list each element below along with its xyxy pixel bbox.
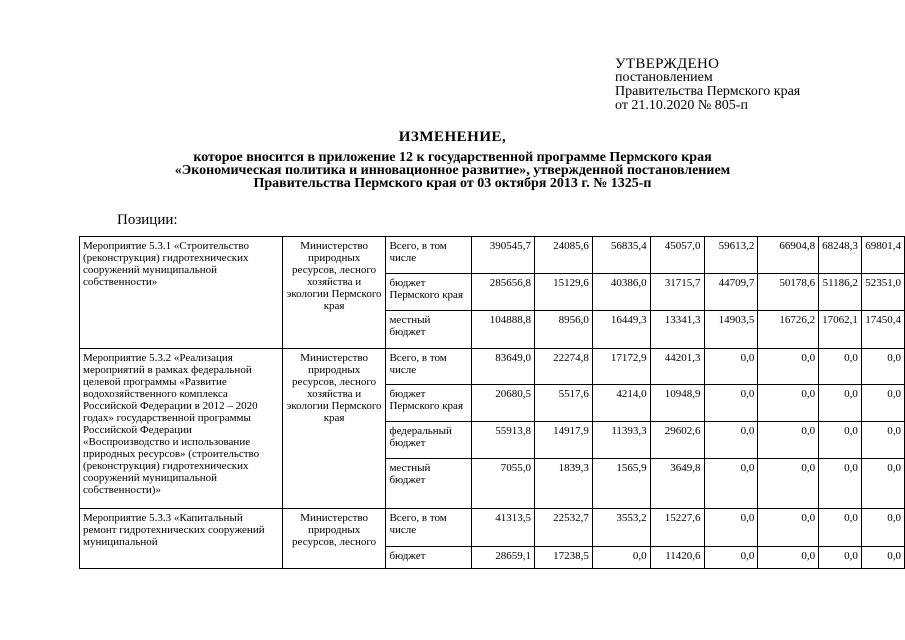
funding-amount: 0,0: [758, 385, 819, 422]
funding-amount: 55913,8: [472, 422, 535, 459]
funding-amount: 52351,0: [861, 274, 904, 311]
funding-source: местный бюджет: [386, 311, 472, 349]
funding-amount: 0,0: [861, 509, 904, 547]
funding-amount: 3553,2: [592, 509, 650, 547]
funding-amount: 0,0: [758, 509, 819, 547]
funding-amount: 0,0: [819, 349, 862, 385]
funding-amount: 11393,3: [592, 422, 650, 459]
funding-amount: 0,0: [819, 459, 862, 509]
funding-source: Всего, в том числе: [386, 237, 472, 274]
funding-amount: 1839,3: [535, 459, 593, 509]
funding-amount: 40386,0: [592, 274, 650, 311]
funding-amount: 17172,9: [592, 349, 650, 385]
funding-amount: 285656,8: [472, 274, 535, 311]
funding-amount: 44201,3: [650, 349, 704, 385]
funding-amount: 0,0: [758, 459, 819, 509]
funding-amount: 14917,9: [535, 422, 593, 459]
subtitle-line-1: которое вносится в приложение 12 к государственной программе Пермского края: [193, 150, 712, 165]
funding-amount: 13341,3: [650, 311, 704, 349]
funding-source: Всего, в том числе: [386, 509, 472, 547]
funding-amount: 11420,6: [650, 547, 704, 569]
funding-amount: 68248,3: [819, 237, 862, 274]
table-row: [80, 349, 905, 385]
table-body: [80, 237, 905, 569]
positions-label: Позиции:: [117, 212, 178, 228]
funding-amount: 17062,1: [819, 311, 862, 349]
funding-amount: 45057,0: [650, 237, 704, 274]
funding-amount: 14903,5: [704, 311, 758, 349]
funding-amount: 390545,7: [472, 237, 535, 274]
funding-amount: 51186,2: [819, 274, 862, 311]
funding-amount: 16449,3: [592, 311, 650, 349]
approval-heading: УТВЕРЖДЕНО: [615, 56, 720, 72]
funding-amount: 59613,2: [704, 237, 758, 274]
responsible-organization: Министерство природных ресурсов, лесного хозяйства и экологии Пермского края: [282, 349, 386, 509]
funding-source: Всего, в том числе: [386, 349, 472, 385]
funding-amount: 0,0: [819, 547, 862, 569]
funding-amount: 0,0: [758, 547, 819, 569]
funding-amount: 17450,4: [861, 311, 904, 349]
approval-stamp: [615, 57, 800, 113]
funding-amount: 22532,7: [535, 509, 593, 547]
funding-amount: 0,0: [704, 509, 758, 547]
subtitle-line-3: Правительства Пермского края от 03 октября 2013 г. № 1325-п: [253, 176, 652, 191]
funding-amount: 0,0: [704, 385, 758, 422]
funding-amount: 1565,9: [592, 459, 650, 509]
funding-amount: 104888,8: [472, 311, 535, 349]
approval-line-3: от 21.10.2020 № 805-п: [615, 98, 748, 113]
funding-source: бюджет: [386, 547, 472, 569]
funding-amount: 0,0: [861, 547, 904, 569]
document-subtitle: [0, 151, 905, 190]
funding-amount: 0,0: [704, 422, 758, 459]
funding-amount: 28659,1: [472, 547, 535, 569]
funding-amount: 83649,0: [472, 349, 535, 385]
funding-amount: 29602,6: [650, 422, 704, 459]
funding-amount: 15227,6: [650, 509, 704, 547]
funding-source: бюджет Пермского края: [386, 385, 472, 422]
funding-amount: 7055,0: [472, 459, 535, 509]
funding-source: бюджет Пермского края: [386, 274, 472, 311]
funding-amount: 24085,6: [535, 237, 593, 274]
funding-amount: 4214,0: [592, 385, 650, 422]
funding-amount: 0,0: [861, 349, 904, 385]
funding-amount: 66904,8: [758, 237, 819, 274]
funding-amount: 0,0: [758, 349, 819, 385]
funding-amount: 0,0: [704, 349, 758, 385]
funding-amount: 16726,2: [758, 311, 819, 349]
funding-amount: 8956,0: [535, 311, 593, 349]
funding-amount: 41313,5: [472, 509, 535, 547]
funding-amount: 10948,9: [650, 385, 704, 422]
measure-description: Мероприятие 5.3.1 «Строительство (реконструкция) гидротехнических сооружений муниципальной собственности»: [80, 237, 283, 349]
measure-description: Мероприятие 5.3.3 «Капитальный ремонт гидротехнических сооружений муниципальной: [80, 509, 283, 569]
funding-amount: 5517,6: [535, 385, 593, 422]
funding-amount: 0,0: [819, 385, 862, 422]
funding-amount: 44709,7: [704, 274, 758, 311]
funding-amount: 0,0: [704, 459, 758, 509]
funding-amount: 0,0: [819, 422, 862, 459]
funding-amount: 3649,8: [650, 459, 704, 509]
funding-amount: 0,0: [758, 422, 819, 459]
funding-amount: 31715,7: [650, 274, 704, 311]
funding-amount: 0,0: [861, 385, 904, 422]
approval-line-2: Правительства Пермского края: [615, 84, 801, 99]
funding-amount: 0,0: [861, 422, 904, 459]
document-title: ИЗМЕНЕНИЕ,: [398, 129, 507, 145]
subtitle-line-2: «Экономическая политика и инновационное развитие», утвержденной постановлением: [174, 163, 731, 178]
funding-amount: 50178,6: [758, 274, 819, 311]
funding-source: местный бюджет: [386, 459, 472, 509]
measure-description: Мероприятие 5.3.2 «Реализация мероприятий в рамках федеральной целевой программы «Развитие водохозяйственного комплекса Российской Федерации в 2012 – 2020 годах» государственной программы Российской Федерации «Воспроизводство и использование природных ресурсов» (строительство (реконструкция) гидротехнических сооружений муниципальной собственности)»: [80, 349, 283, 509]
table-row: [80, 237, 905, 274]
funding-amount: 0,0: [861, 459, 904, 509]
funding-amount: 15129,6: [535, 274, 593, 311]
positions-table: [79, 236, 905, 569]
responsible-organization: Министерство природных ресурсов, лесного хозяйства и экологии Пермского края: [282, 237, 386, 349]
responsible-organization: Министерство природных ресурсов, лесного: [282, 509, 386, 569]
funding-amount: 69801,4: [861, 237, 904, 274]
funding-amount: 20680,5: [472, 385, 535, 422]
funding-amount: 56835,4: [592, 237, 650, 274]
approval-line-1: постановлением: [615, 70, 713, 85]
funding-amount: 17238,5: [535, 547, 593, 569]
funding-amount: 0,0: [592, 547, 650, 569]
table-row: [80, 509, 905, 547]
funding-source: федеральный бюджет: [386, 422, 472, 459]
funding-amount: 0,0: [704, 547, 758, 569]
funding-amount: 0,0: [819, 509, 862, 547]
funding-amount: 22274,8: [535, 349, 593, 385]
